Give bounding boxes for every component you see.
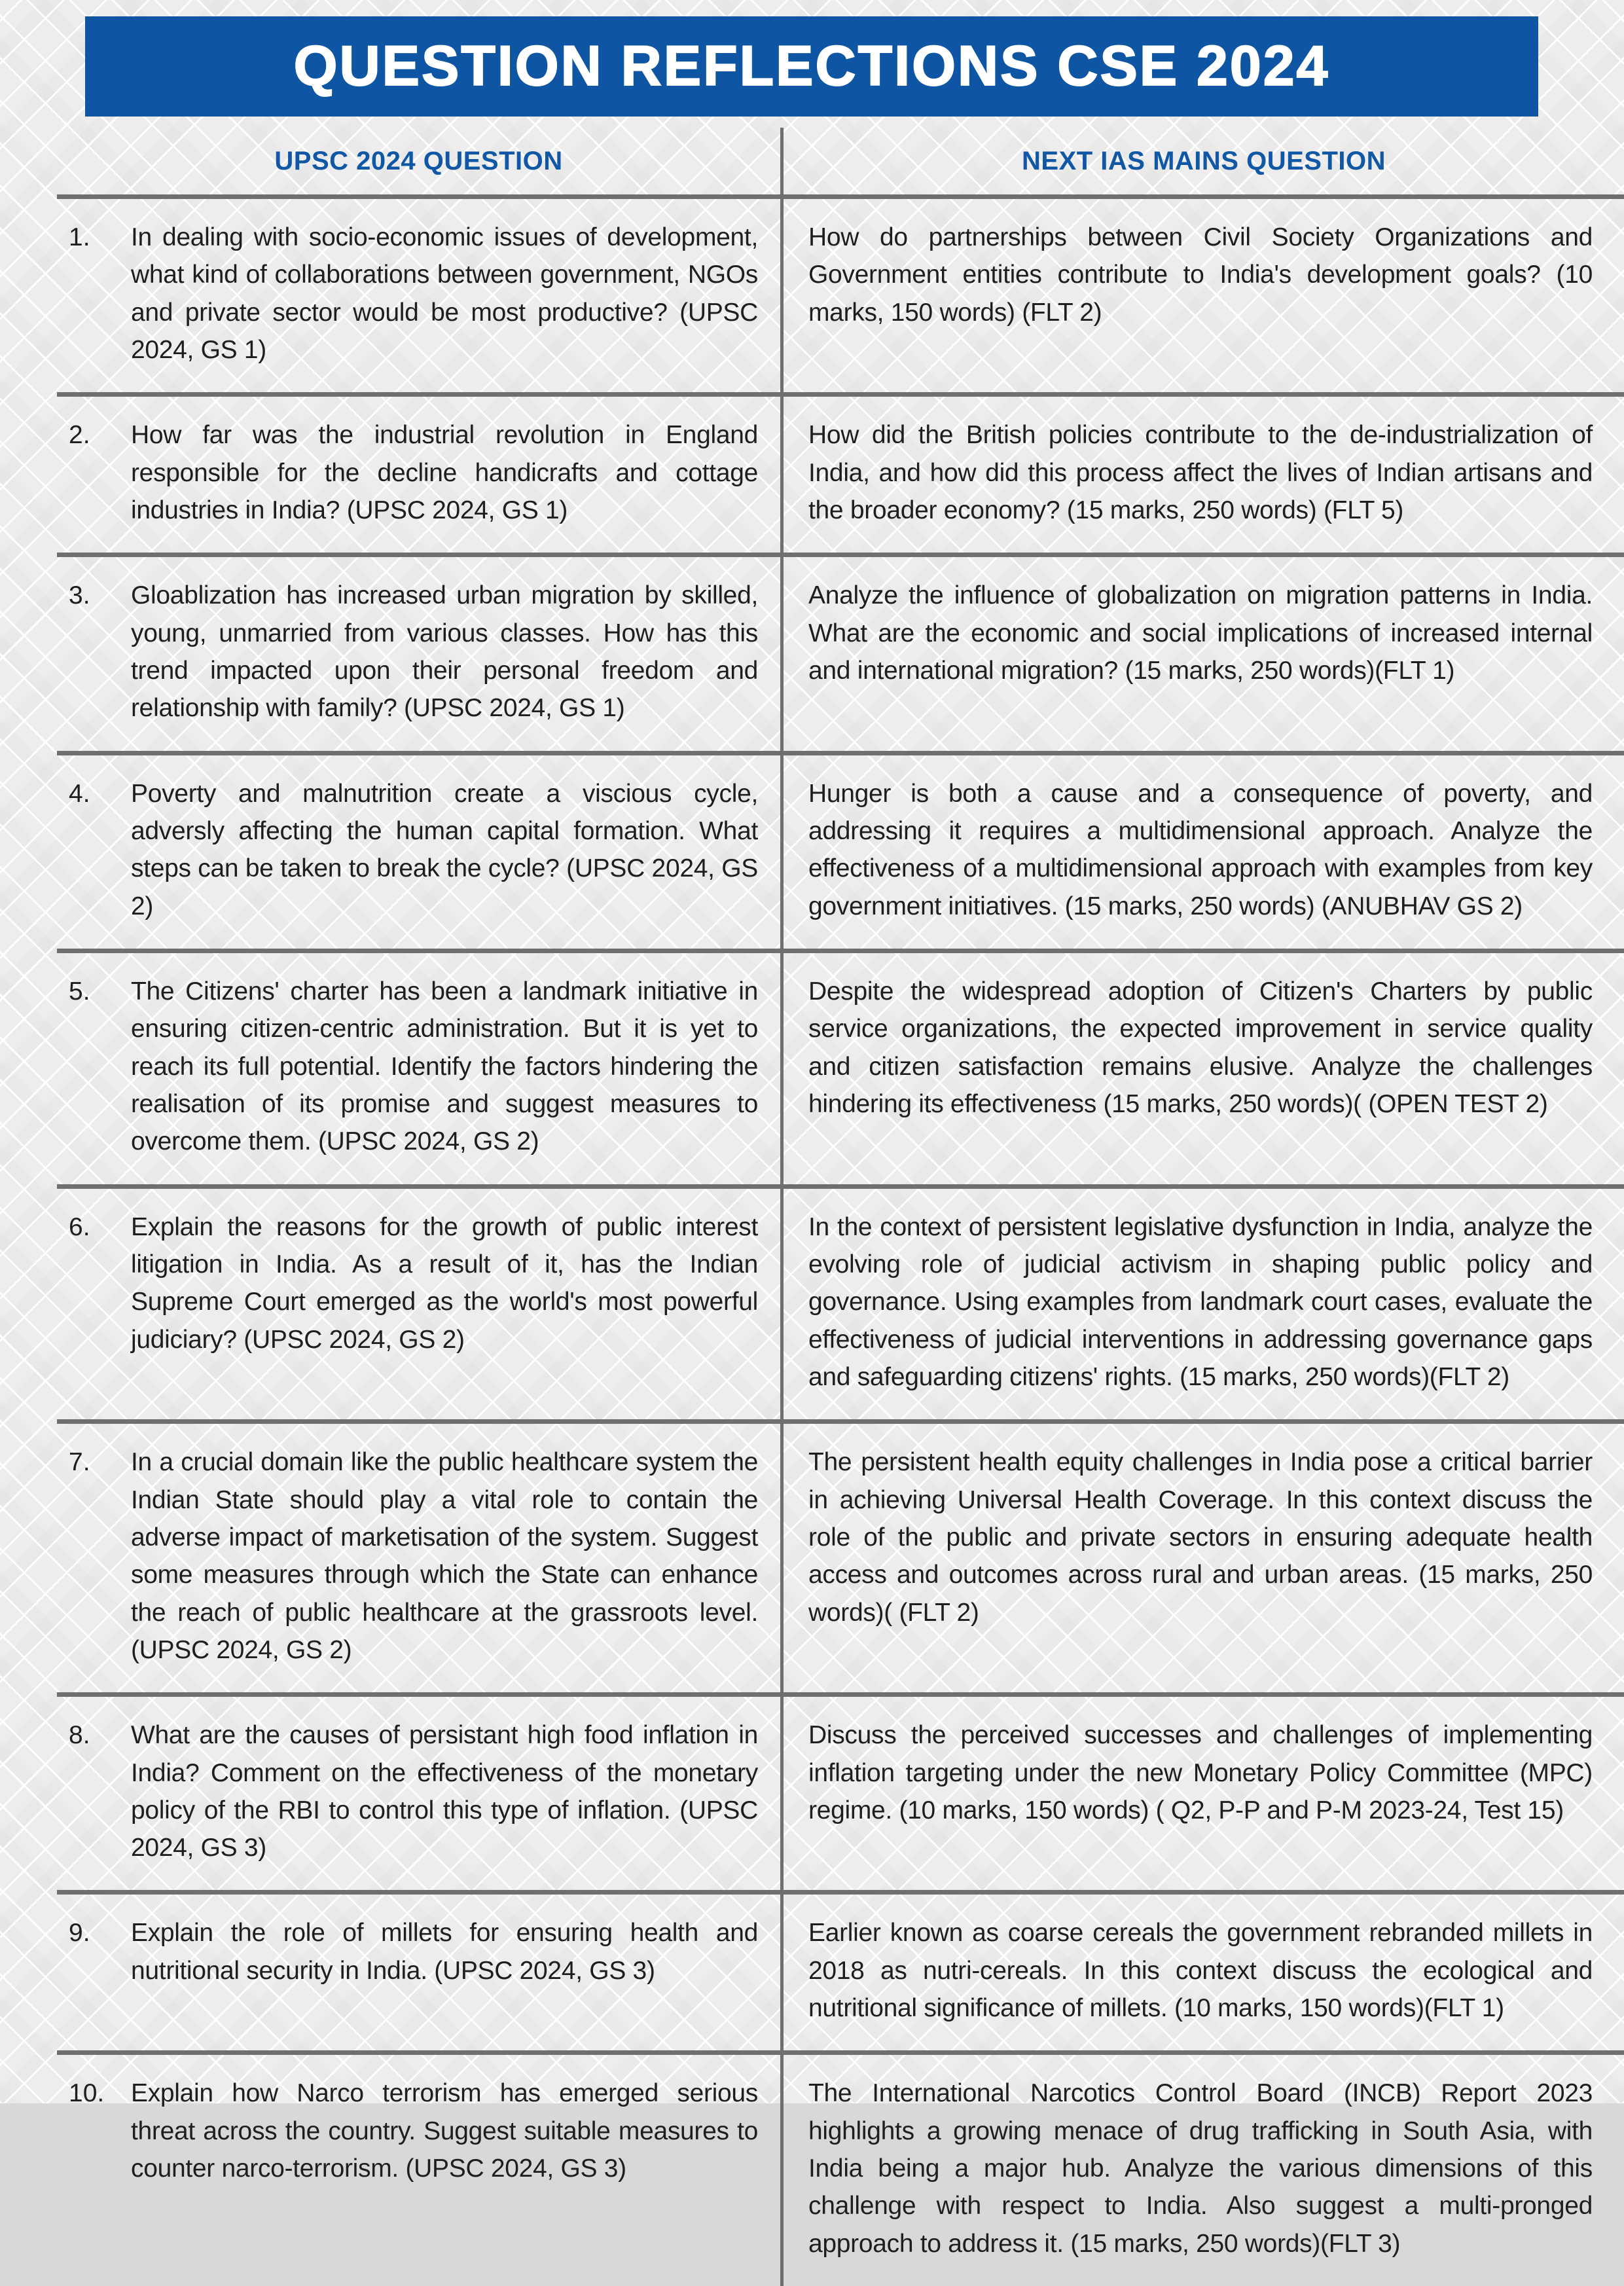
- nextias-question-text: Analyze the influence of globalization on migration patterns in India. What are the economic and social implications of increased internal and international migration? (15 marks, 250 words)(FLT 1): [808, 581, 1593, 685]
- nextias-question-cell: [784, 1895, 1624, 2050]
- question-number: 7.: [69, 1448, 90, 1477]
- title-banner: [85, 16, 1538, 117]
- upsc-question-cell: [57, 557, 784, 750]
- table-row: [57, 1890, 1624, 2050]
- question-number: 9.: [69, 1919, 90, 1948]
- question-number: 5.: [69, 977, 90, 1006]
- nextias-question-text: Despite the widespread adoption of Citizen's Charters by public service organizations, the expected improvement in service quality and citizen satisfaction remains elusive. Analyze the challenges hindering its effectiveness (15 marks, 250 words)( (OPEN TEST 2): [808, 977, 1593, 1118]
- upsc-question-text: In dealing with socio-economic issues of development, what kind of collaborations between government, NGOs and private sector would be most productive? (UPSC 2024, GS 1): [131, 223, 758, 364]
- table-row: [57, 949, 1624, 1184]
- upsc-question-cell: [57, 1697, 784, 1890]
- nextias-question-cell: [784, 397, 1624, 553]
- table-row: [57, 1692, 1624, 1890]
- upsc-question-text: In a crucial domain like the public healthcare system the Indian State should play a vital role to contain the adverse impact of marketisation of the system. Suggest some measures through which the State can enhance the reach of public healthcare at the grassroots level. (UPSC 2024, GS 2): [131, 1448, 758, 1664]
- column-header-nextias: NEXT IAS MAINS QUESTION: [1022, 146, 1386, 175]
- nextias-question-cell: [784, 2055, 1624, 2286]
- question-number: 2.: [69, 421, 90, 450]
- nextias-question-text: How did the British policies contribute to the de-industrialization of India, and how did this process affect the lives of Indian artisans and the broader economy? (15 marks, 250 words) (FLT 5): [808, 421, 1593, 524]
- table-row: [57, 2050, 1624, 2286]
- column-header-upsc: UPSC 2024 QUESTION: [57, 128, 784, 194]
- page-title: QUESTION REFLECTIONS CSE 2024: [293, 35, 1330, 98]
- table-row: [57, 1184, 1624, 1420]
- nextias-question-cell: [784, 755, 1624, 949]
- question-number: 8.: [69, 1721, 90, 1750]
- upsc-question-cell: [57, 2055, 784, 2286]
- upsc-question-text: How far was the industrial revolution in England responsible for the decline handicrafts and cottage industries in India? (UPSC 2024, GS 1): [131, 421, 758, 524]
- nextias-question-text: In the context of persistent legislative dysfunction in India, analyze the evolving role of judicial activism in shaping public policy and governance. Using examples from landmark court cases, evaluate the effectiveness of judicial interventions in addressing governance gaps and safeguarding citizens' rights. (15 marks, 250 words)(FLT 2): [808, 1212, 1593, 1391]
- nextias-question-cell: [784, 199, 1624, 392]
- nextias-question-text: The International Narcotics Control Board (INCB) Report 2023 highlights a growing menace of drug trafficking in South Asia, with India being a major hub. Analyze the various dimensions of this challenge with respect to India. Also suggest a multi-pronged approach to address it. (15 marks, 250 words)(FLT 3): [808, 2079, 1593, 2258]
- nextias-question-text: Hunger is both a cause and a consequence of poverty, and addressing it requires a multidimensional approach. Analyze the effectiveness of a multidimensional approach with examples from key government initiatives. (15 marks, 250 words) (ANUBHAV GS 2): [808, 779, 1593, 920]
- table-row: [57, 1419, 1624, 1692]
- upsc-question-cell: [57, 1424, 784, 1692]
- question-number: 3.: [69, 581, 90, 610]
- upsc-question-cell: [57, 1189, 784, 1420]
- table-row: [57, 194, 1624, 392]
- nextias-question-cell: [784, 953, 1624, 1184]
- nextias-question-text: The persistent health equity challenges in India pose a critical barrier in achieving Universal Health Coverage. In this context discuss the role of the public and private sectors in ensuring adequate health access and outcomes across rural and urban areas. (15 marks, 250 words)( (FLT 2): [808, 1448, 1593, 1627]
- upsc-question-text: Gloablization has increased urban migration by skilled, young, unmarried from various classes. How has this trend impacted upon their personal freedom and relationship with family? (UPSC 2024, GS 1): [131, 581, 758, 723]
- nextias-question-text: Discuss the perceived successes and challenges of implementing inflation targeting under the new Monetary Policy Committee (MPC) regime. (10 marks, 150 words) ( Q2, P-P and P-M 2023-24, Test 15): [808, 1721, 1593, 1824]
- table-row: [57, 553, 1624, 750]
- upsc-question-cell: [57, 953, 784, 1184]
- upsc-question-text: Poverty and malnutrition create a viscious cycle, adversly affecting the human capital formation. What steps can be taken to break the cycle? (UPSC 2024, GS 2): [131, 779, 758, 920]
- upsc-question-text: What are the causes of persistant high food inflation in India? Comment on the effectiveness of the monetary policy of the RBI to control this type of inflation. (UPSC 2024, GS 3): [131, 1721, 758, 1862]
- upsc-question-cell: [57, 397, 784, 553]
- upsc-question-cell: [57, 1895, 784, 2050]
- question-table: [57, 194, 1624, 2286]
- question-number: 6.: [69, 1212, 90, 1241]
- upsc-question-text: Explain the role of millets for ensuring health and nutritional security in India. (UPSC 2024, GS 3): [131, 1919, 758, 1985]
- table-row: [57, 392, 1624, 553]
- nextias-question-text: Earlier known as coarse cereals the government rebranded millets in 2018 as nutri-cereals. In this context discuss the ecological and nutritional significance of millets. (10 marks, 150 words)(FLT 1): [808, 1919, 1593, 2023]
- question-number: 4.: [69, 779, 90, 808]
- nextias-question-text: How do partnerships between Civil Society Organizations and Government entities contribute to India's development goals? (10 marks, 150 words) (FLT 2): [808, 223, 1593, 327]
- nextias-question-cell: [784, 557, 1624, 750]
- table-row: [57, 751, 1624, 949]
- nextias-question-cell: [784, 1424, 1624, 1692]
- upsc-question-text: The Citizens' charter has been a landmark initiative in ensuring citizen-centric administration. But it is yet to reach its full potential. Identify the factors hindering the realisation of its promise and suggest measures to overcome them. (UPSC 2024, GS 2): [131, 977, 758, 1156]
- column-headers: [57, 128, 1624, 194]
- upsc-question-cell: [57, 199, 784, 392]
- question-number: 10.: [69, 2079, 105, 2108]
- nextias-question-cell: [784, 1189, 1624, 1420]
- upsc-question-text: Explain the reasons for the growth of public interest litigation in India. As a result of it, has the Indian Supreme Court emerged as the world's most powerful judiciary? (UPSC 2024, GS 2): [131, 1212, 758, 1354]
- nextias-question-cell: [784, 1697, 1624, 1890]
- question-number: 1.: [69, 223, 90, 251]
- upsc-question-text: Explain how Narco terrorism has emerged serious threat across the country. Suggest suitable measures to counter narco-terrorism. (UPSC 2024, GS 3): [131, 2079, 758, 2183]
- upsc-question-cell: [57, 755, 784, 949]
